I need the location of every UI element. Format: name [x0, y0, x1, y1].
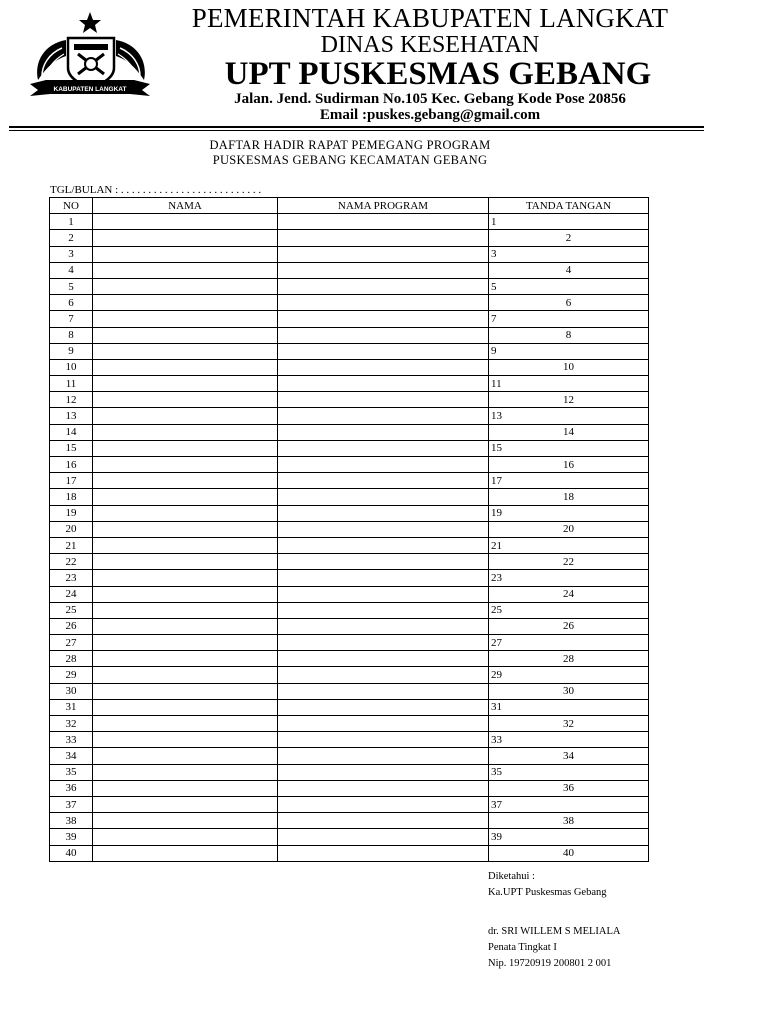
row-number: 1: [50, 214, 93, 230]
table-row: [50, 667, 649, 683]
signature-cell[interactable]: 33: [489, 732, 649, 748]
signature-cell[interactable]: 15: [489, 440, 649, 456]
program-name-cell[interactable]: [278, 343, 489, 359]
table-row: [50, 392, 649, 408]
row-number: 13: [50, 408, 93, 424]
program-name-cell[interactable]: [278, 376, 489, 392]
row-number: 33: [50, 732, 93, 748]
table-row: [50, 813, 649, 829]
signature-cell[interactable]: 16: [489, 457, 649, 473]
signature-cell[interactable]: 29: [489, 667, 649, 683]
signatory-position: Ka.UPT Puskesmas Gebang: [488, 887, 607, 898]
name-cell[interactable]: [93, 246, 278, 262]
row-number: 21: [50, 537, 93, 553]
name-cell[interactable]: [93, 262, 278, 278]
table-row: [50, 343, 649, 359]
table-row: [50, 440, 649, 456]
name-cell[interactable]: [93, 602, 278, 618]
table-row: [50, 278, 649, 294]
name-cell[interactable]: [93, 457, 278, 473]
program-name-cell[interactable]: [278, 667, 489, 683]
column-header-nama: NAMA: [93, 198, 278, 214]
table-row: [50, 246, 649, 262]
signature-cell[interactable]: 6: [489, 295, 649, 311]
document-title: DAFTAR HADIR RAPAT PEMEGANG PROGRAM: [209, 138, 491, 152]
name-cell[interactable]: [93, 651, 278, 667]
row-number: 20: [50, 521, 93, 537]
name-cell[interactable]: [93, 635, 278, 651]
name-cell[interactable]: [93, 489, 278, 505]
signature-cell[interactable]: 30: [489, 683, 649, 699]
row-number: 15: [50, 440, 93, 456]
name-cell[interactable]: [93, 408, 278, 424]
header-divider-thick: [9, 126, 704, 128]
row-number: 31: [50, 699, 93, 715]
table-row: [50, 748, 649, 764]
acknowledged-label: Diketahui :: [488, 871, 535, 882]
name-cell[interactable]: [93, 440, 278, 456]
name-cell[interactable]: [93, 618, 278, 634]
row-number: 22: [50, 554, 93, 570]
name-cell[interactable]: [93, 278, 278, 294]
table-row: [50, 683, 649, 699]
table-row: [50, 295, 649, 311]
row-number: 8: [50, 327, 93, 343]
header-email: Email :puskes.gebang@gmail.com: [319, 107, 541, 123]
header-department-title: DINAS KESEHATAN: [320, 32, 540, 58]
program-name-cell[interactable]: [278, 408, 489, 424]
name-cell[interactable]: [93, 295, 278, 311]
table-row: [50, 716, 649, 732]
signature-cell[interactable]: 27: [489, 635, 649, 651]
column-header-nama-program: NAMA PROGRAM: [278, 198, 489, 214]
name-cell[interactable]: [93, 748, 278, 764]
row-number: 35: [50, 764, 93, 780]
signatory-nip: Nip. 19720919 200801 2 001: [488, 958, 612, 969]
signatory-rank: Penata Tingkat I: [488, 942, 557, 953]
program-name-cell[interactable]: [278, 230, 489, 246]
table-row: [50, 327, 649, 343]
name-cell[interactable]: [93, 845, 278, 861]
signature-cell[interactable]: 37: [489, 796, 649, 812]
program-name-cell[interactable]: [278, 554, 489, 570]
signature-cell[interactable]: 1: [489, 214, 649, 230]
document-subtitle: PUSKESMAS GEBANG KECAMATAN GEBANG: [212, 153, 488, 167]
header-address: Jalan. Jend. Sudirman No.105 Kec. Gebang Kode Pose 20856: [234, 91, 626, 107]
signature-cell[interactable]: 24: [489, 586, 649, 602]
name-cell[interactable]: [93, 699, 278, 715]
table-row: [50, 586, 649, 602]
table-row: [50, 230, 649, 246]
row-number: 40: [50, 845, 93, 861]
signature-cell[interactable]: 36: [489, 780, 649, 796]
row-number: 17: [50, 473, 93, 489]
row-number: 39: [50, 829, 93, 845]
table-row: [50, 473, 649, 489]
row-number: 28: [50, 651, 93, 667]
row-number: 18: [50, 489, 93, 505]
program-name-cell[interactable]: [278, 570, 489, 586]
table-row: [50, 214, 649, 230]
attendance-table-body: [50, 214, 649, 862]
table-header-row: [50, 198, 649, 214]
table-row: [50, 554, 649, 570]
signature-cell[interactable]: 2: [489, 230, 649, 246]
row-number: 25: [50, 602, 93, 618]
signature-cell[interactable]: 21: [489, 537, 649, 553]
signature-cell[interactable]: 14: [489, 424, 649, 440]
row-number: 5: [50, 278, 93, 294]
name-cell[interactable]: [93, 586, 278, 602]
row-number: 27: [50, 635, 93, 651]
header-institution-title: UPT PUSKESMAS GEBANG: [224, 56, 652, 92]
row-number: 30: [50, 683, 93, 699]
program-name-cell[interactable]: [278, 748, 489, 764]
program-name-cell[interactable]: [278, 246, 489, 262]
table-row: [50, 311, 649, 327]
signature-cell[interactable]: 7: [489, 311, 649, 327]
table-row: [50, 796, 649, 812]
table-row: [50, 732, 649, 748]
table-row: [50, 845, 649, 861]
svg-text:KABUPATEN LANGKAT: KABUPATEN LANGKAT: [53, 86, 127, 93]
row-number: 36: [50, 780, 93, 796]
program-name-cell[interactable]: [278, 537, 489, 553]
header-divider-thin: [9, 130, 704, 131]
row-number: 26: [50, 618, 93, 634]
table-row: [50, 408, 649, 424]
program-name-cell[interactable]: [278, 845, 489, 861]
signatory-name: dr. SRI WILLEM S MELIALA: [488, 926, 621, 937]
program-name-cell[interactable]: [278, 586, 489, 602]
row-number: 9: [50, 343, 93, 359]
column-header-no: NO: [50, 198, 93, 214]
row-number: 14: [50, 424, 93, 440]
program-name-cell[interactable]: [278, 440, 489, 456]
signature-cell[interactable]: 12: [489, 392, 649, 408]
row-number: 29: [50, 667, 93, 683]
name-cell[interactable]: [93, 359, 278, 375]
program-name-cell[interactable]: [278, 473, 489, 489]
program-name-cell[interactable]: [278, 602, 489, 618]
program-name-cell[interactable]: [278, 392, 489, 408]
row-number: 38: [50, 813, 93, 829]
signature-cell[interactable]: 26: [489, 618, 649, 634]
program-name-cell[interactable]: [278, 732, 489, 748]
signature-cell[interactable]: 40: [489, 845, 649, 861]
table-row: [50, 829, 649, 845]
signature-cell[interactable]: 22: [489, 554, 649, 570]
name-cell[interactable]: [93, 473, 278, 489]
name-cell[interactable]: [93, 343, 278, 359]
row-number: 10: [50, 359, 93, 375]
signature-cell[interactable]: 34: [489, 748, 649, 764]
table-row: [50, 699, 649, 715]
name-cell[interactable]: [93, 732, 278, 748]
program-name-cell[interactable]: [278, 457, 489, 473]
row-number: 19: [50, 505, 93, 521]
program-name-cell[interactable]: [278, 424, 489, 440]
signature-cell[interactable]: 25: [489, 602, 649, 618]
table-row: [50, 537, 649, 553]
name-cell[interactable]: [93, 424, 278, 440]
program-name-cell[interactable]: [278, 295, 489, 311]
signature-cell[interactable]: 35: [489, 764, 649, 780]
row-number: 23: [50, 570, 93, 586]
signature-cell[interactable]: 13: [489, 408, 649, 424]
signature-cell[interactable]: 8: [489, 327, 649, 343]
table-row: [50, 764, 649, 780]
name-cell[interactable]: [93, 376, 278, 392]
name-cell[interactable]: [93, 570, 278, 586]
name-cell[interactable]: [93, 537, 278, 553]
program-name-cell[interactable]: [278, 651, 489, 667]
table-row: [50, 376, 649, 392]
table-row: [50, 521, 649, 537]
signature-cell[interactable]: 5: [489, 278, 649, 294]
program-name-cell[interactable]: [278, 489, 489, 505]
table-row: [50, 570, 649, 586]
row-number: 12: [50, 392, 93, 408]
name-cell[interactable]: [93, 716, 278, 732]
signature-cell[interactable]: 23: [489, 570, 649, 586]
signature-cell[interactable]: 4: [489, 262, 649, 278]
program-name-cell[interactable]: [278, 327, 489, 343]
signature-cell[interactable]: 20: [489, 521, 649, 537]
program-name-cell[interactable]: [278, 214, 489, 230]
date-field-label: TGL/BULAN : . . . . . . . . . . . . . . . . . . . . . . . . . .: [50, 184, 262, 196]
name-cell[interactable]: [93, 796, 278, 812]
signature-cell[interactable]: 9: [489, 343, 649, 359]
signature-cell[interactable]: 11: [489, 376, 649, 392]
row-number: 32: [50, 716, 93, 732]
row-number: 2: [50, 230, 93, 246]
name-cell[interactable]: [93, 521, 278, 537]
name-cell[interactable]: [93, 764, 278, 780]
name-cell[interactable]: [93, 505, 278, 521]
row-number: 37: [50, 796, 93, 812]
signature-cell[interactable]: 17: [489, 473, 649, 489]
table-row: [50, 489, 649, 505]
program-name-cell[interactable]: [278, 829, 489, 845]
program-name-cell[interactable]: [278, 796, 489, 812]
name-cell[interactable]: [93, 327, 278, 343]
row-number: 11: [50, 376, 93, 392]
program-name-cell[interactable]: [278, 311, 489, 327]
table-row: [50, 651, 649, 667]
name-cell[interactable]: [93, 392, 278, 408]
name-cell[interactable]: [93, 554, 278, 570]
signature-cell[interactable]: 39: [489, 829, 649, 845]
signature-cell[interactable]: 38: [489, 813, 649, 829]
table-row: [50, 505, 649, 521]
row-number: 24: [50, 586, 93, 602]
column-header-tanda-tangan: TANDA TANGAN: [489, 198, 649, 214]
attendance-table: [49, 197, 649, 862]
table-row: [50, 457, 649, 473]
row-number: 6: [50, 295, 93, 311]
name-cell[interactable]: [93, 230, 278, 246]
program-name-cell[interactable]: [278, 764, 489, 780]
signature-cell[interactable]: 10: [489, 359, 649, 375]
signature-cell[interactable]: 18: [489, 489, 649, 505]
row-number: 4: [50, 262, 93, 278]
table-row: [50, 618, 649, 634]
program-name-cell[interactable]: [278, 278, 489, 294]
program-name-cell[interactable]: [278, 618, 489, 634]
program-name-cell[interactable]: [278, 521, 489, 537]
program-name-cell[interactable]: [278, 505, 489, 521]
program-name-cell[interactable]: [278, 699, 489, 715]
signature-cell[interactable]: 31: [489, 699, 649, 715]
name-cell[interactable]: [93, 780, 278, 796]
table-row: [50, 424, 649, 440]
header-government-title: PEMERINTAH KABUPATEN LANGKAT: [191, 3, 669, 33]
program-name-cell[interactable]: [278, 780, 489, 796]
name-cell[interactable]: [93, 214, 278, 230]
table-row: [50, 262, 649, 278]
program-name-cell[interactable]: [278, 359, 489, 375]
program-name-cell[interactable]: [278, 262, 489, 278]
signature-cell[interactable]: 19: [489, 505, 649, 521]
row-number: 7: [50, 311, 93, 327]
row-number: 34: [50, 748, 93, 764]
program-name-cell[interactable]: [278, 683, 489, 699]
name-cell[interactable]: [93, 813, 278, 829]
name-cell[interactable]: [93, 683, 278, 699]
signature-cell[interactable]: 3: [489, 246, 649, 262]
program-name-cell[interactable]: [278, 716, 489, 732]
table-row: [50, 602, 649, 618]
signature-cell[interactable]: 32: [489, 716, 649, 732]
table-row: [50, 359, 649, 375]
table-row: [50, 780, 649, 796]
table-row: [50, 635, 649, 651]
signature-cell[interactable]: 28: [489, 651, 649, 667]
name-cell[interactable]: [93, 667, 278, 683]
name-cell[interactable]: [93, 829, 278, 845]
program-name-cell[interactable]: [278, 813, 489, 829]
name-cell[interactable]: [93, 311, 278, 327]
row-number: 16: [50, 457, 93, 473]
program-name-cell[interactable]: [278, 635, 489, 651]
row-number: 3: [50, 246, 93, 262]
